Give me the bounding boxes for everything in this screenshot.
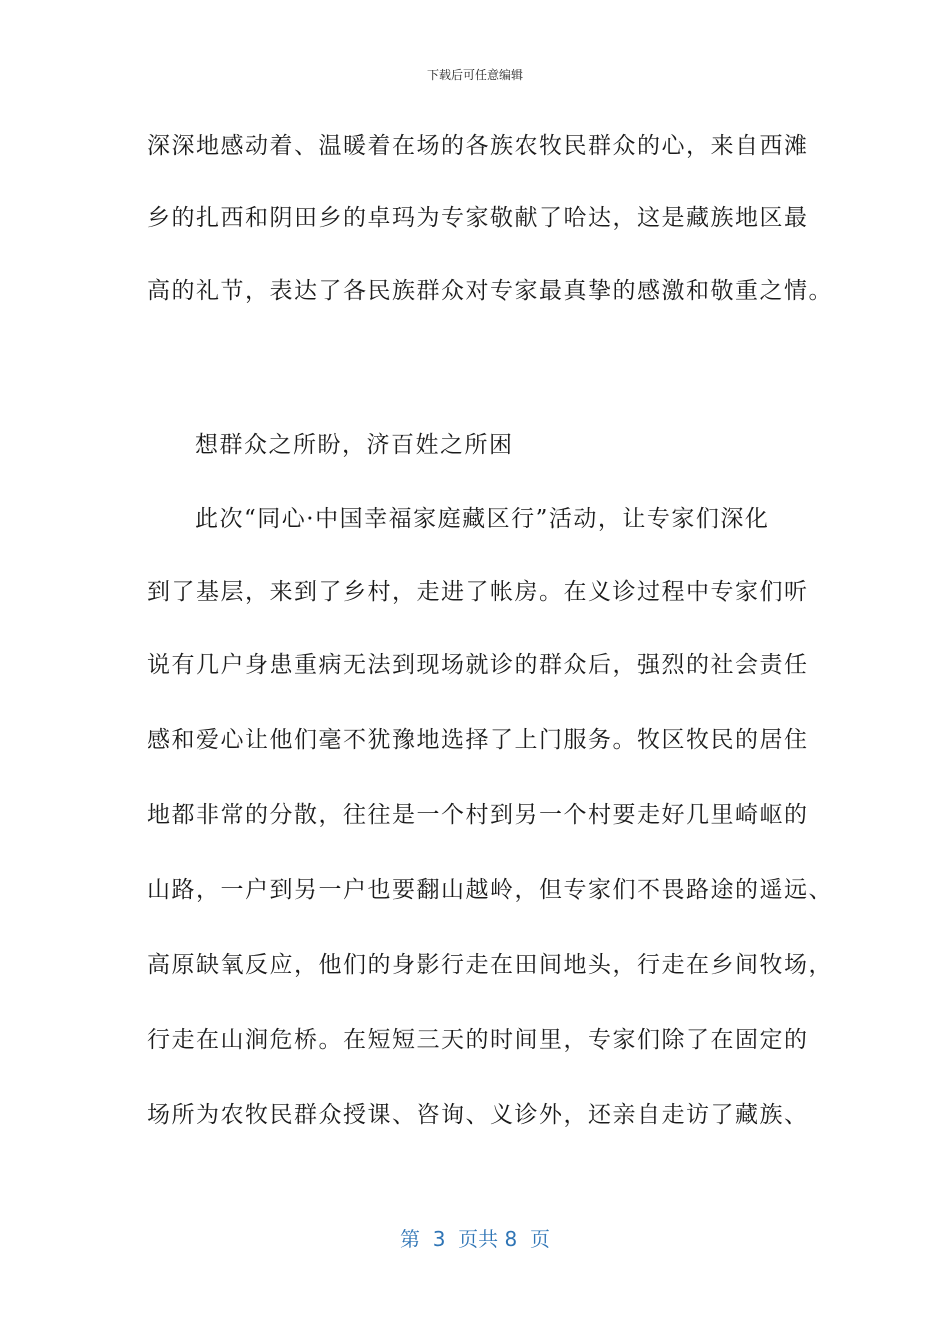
body-line-2: 乡的扎西和阴田乡的卓玛为专家敬献了哈达，这是藏族地区最: [147, 205, 809, 231]
body-line-8: 感和爱心让他们毫不犹豫地选择了上门服务。牧区牧民的居住: [147, 727, 809, 753]
body-line-12: 行走在山涧危桥。在短短三天的时间里，专家们除了在固定的: [147, 1027, 809, 1053]
page-header-note: 下载后可任意编辑: [426, 68, 523, 82]
body-line-11: 高原缺氧反应，他们的身影行走在田间地头，行走在乡间牧场，: [147, 952, 833, 978]
body-line-7: 说有几户身患重病无法到现场就诊的群众后，强烈的社会责任: [147, 652, 809, 678]
body-line-10: 山路，一户到另一户也要翻山越岭，但专家们不畏路途的遥远、: [147, 877, 833, 903]
body-line-3: 高的礼节，表达了各民族群众对专家最真挚的感激和敬重之情。: [147, 278, 833, 304]
body-line-9: 地都非常的分散，往往是一个村到另一个村要走好几里崎岖的: [147, 802, 809, 828]
body-line-13: 场所为农牧民群众授课、咨询、义诊外，还亲自走访了藏族、: [147, 1102, 809, 1128]
body-line-5: 此次“同心·中国幸福家庭藏区行”活动，让专家们深化: [195, 506, 770, 532]
page-number-footer: 第 3 页共 8 页: [400, 1227, 550, 1251]
body-line-1: 深深地感动着、温暖着在场的各族农牧民群众的心，来自西滩: [147, 133, 809, 159]
section-heading: 想群众之所盼，济百姓之所困: [195, 432, 514, 458]
body-line-6: 到了基层，来到了乡村，走进了帐房。在义诊过程中专家们听: [147, 579, 809, 605]
